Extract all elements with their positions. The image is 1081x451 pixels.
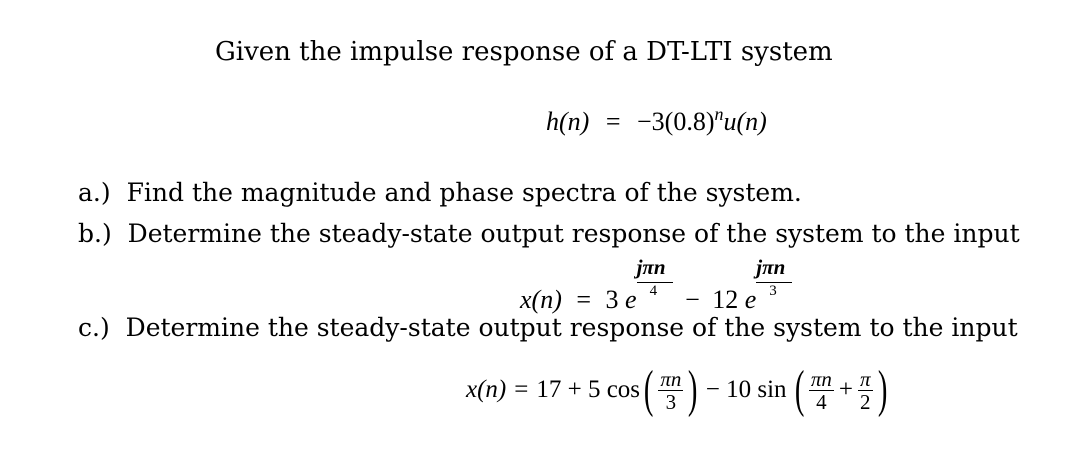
c-frac3-den: 2 — [860, 389, 871, 414]
c-term1: 17 + 5 cos — [536, 376, 641, 403]
part-c-text: Determine the steady-state output response of the system to the input — [125, 313, 1018, 342]
c-minus-sin: − 10 sin — [705, 376, 787, 403]
b-coef2: 12 — [712, 285, 739, 314]
part-a-marker: a.) — [78, 178, 111, 207]
h-rhs-tail: u(n) — [723, 107, 767, 136]
part-b — [78, 219, 1020, 249]
c-equals: = — [514, 376, 529, 403]
c-open-paren-1: ( — [643, 361, 654, 418]
c-frac3-num: π — [859, 366, 871, 391]
part-b-marker: b.) — [78, 219, 112, 248]
c-fraction-2 — [809, 366, 834, 414]
c-frac2-den: 4 — [816, 389, 827, 414]
c-frac1-num: πn — [660, 366, 682, 391]
part-c — [78, 313, 1018, 343]
part-a-text: Find the magnitude and phase spectra of the system. — [126, 178, 802, 207]
c-lhs: x(n) — [466, 376, 507, 403]
h-rhs-main: −3(0.8) — [637, 107, 715, 136]
c-fraction-3 — [858, 366, 873, 414]
b-exponent1 — [636, 255, 673, 308]
b-base1: e — [625, 285, 637, 314]
c-frac1-den: 3 — [665, 389, 677, 414]
b-lhs: x(n) — [520, 285, 562, 314]
part-a — [78, 178, 802, 208]
b-coef1: 3 — [605, 285, 619, 314]
b-exponent2 — [756, 255, 792, 308]
c-plus: + — [838, 376, 853, 403]
c-close-paren-2: ) — [877, 361, 887, 418]
b-equals: = — [576, 285, 592, 314]
c-frac2-num: πn — [810, 366, 832, 391]
c-close-paren-1: ) — [688, 361, 698, 418]
c-open-paren-2: ( — [794, 361, 804, 418]
b-minus: − — [685, 285, 700, 314]
part-c-marker: c.) — [78, 313, 110, 342]
impulse-response-equation — [546, 104, 767, 139]
b-base2: e — [744, 285, 757, 314]
h-equals: = — [605, 107, 621, 136]
b-exp2-num: jπn — [756, 255, 786, 279]
b-exp1-num: jπn — [636, 255, 666, 279]
input-equation-b — [520, 255, 792, 315]
c-fraction-1 — [658, 366, 683, 414]
b-exp2-den: 3 — [769, 283, 777, 299]
h-rhs-exponent: n — [714, 104, 724, 124]
b-exp1-den: 4 — [649, 283, 658, 299]
input-equation-c — [466, 360, 891, 420]
h-lhs: h(n) — [546, 107, 590, 136]
intro-text: Given the impulse response of a DT-LTI system — [215, 37, 833, 67]
part-b-text: Determine the steady-state output response of the system to the input — [127, 219, 1020, 248]
